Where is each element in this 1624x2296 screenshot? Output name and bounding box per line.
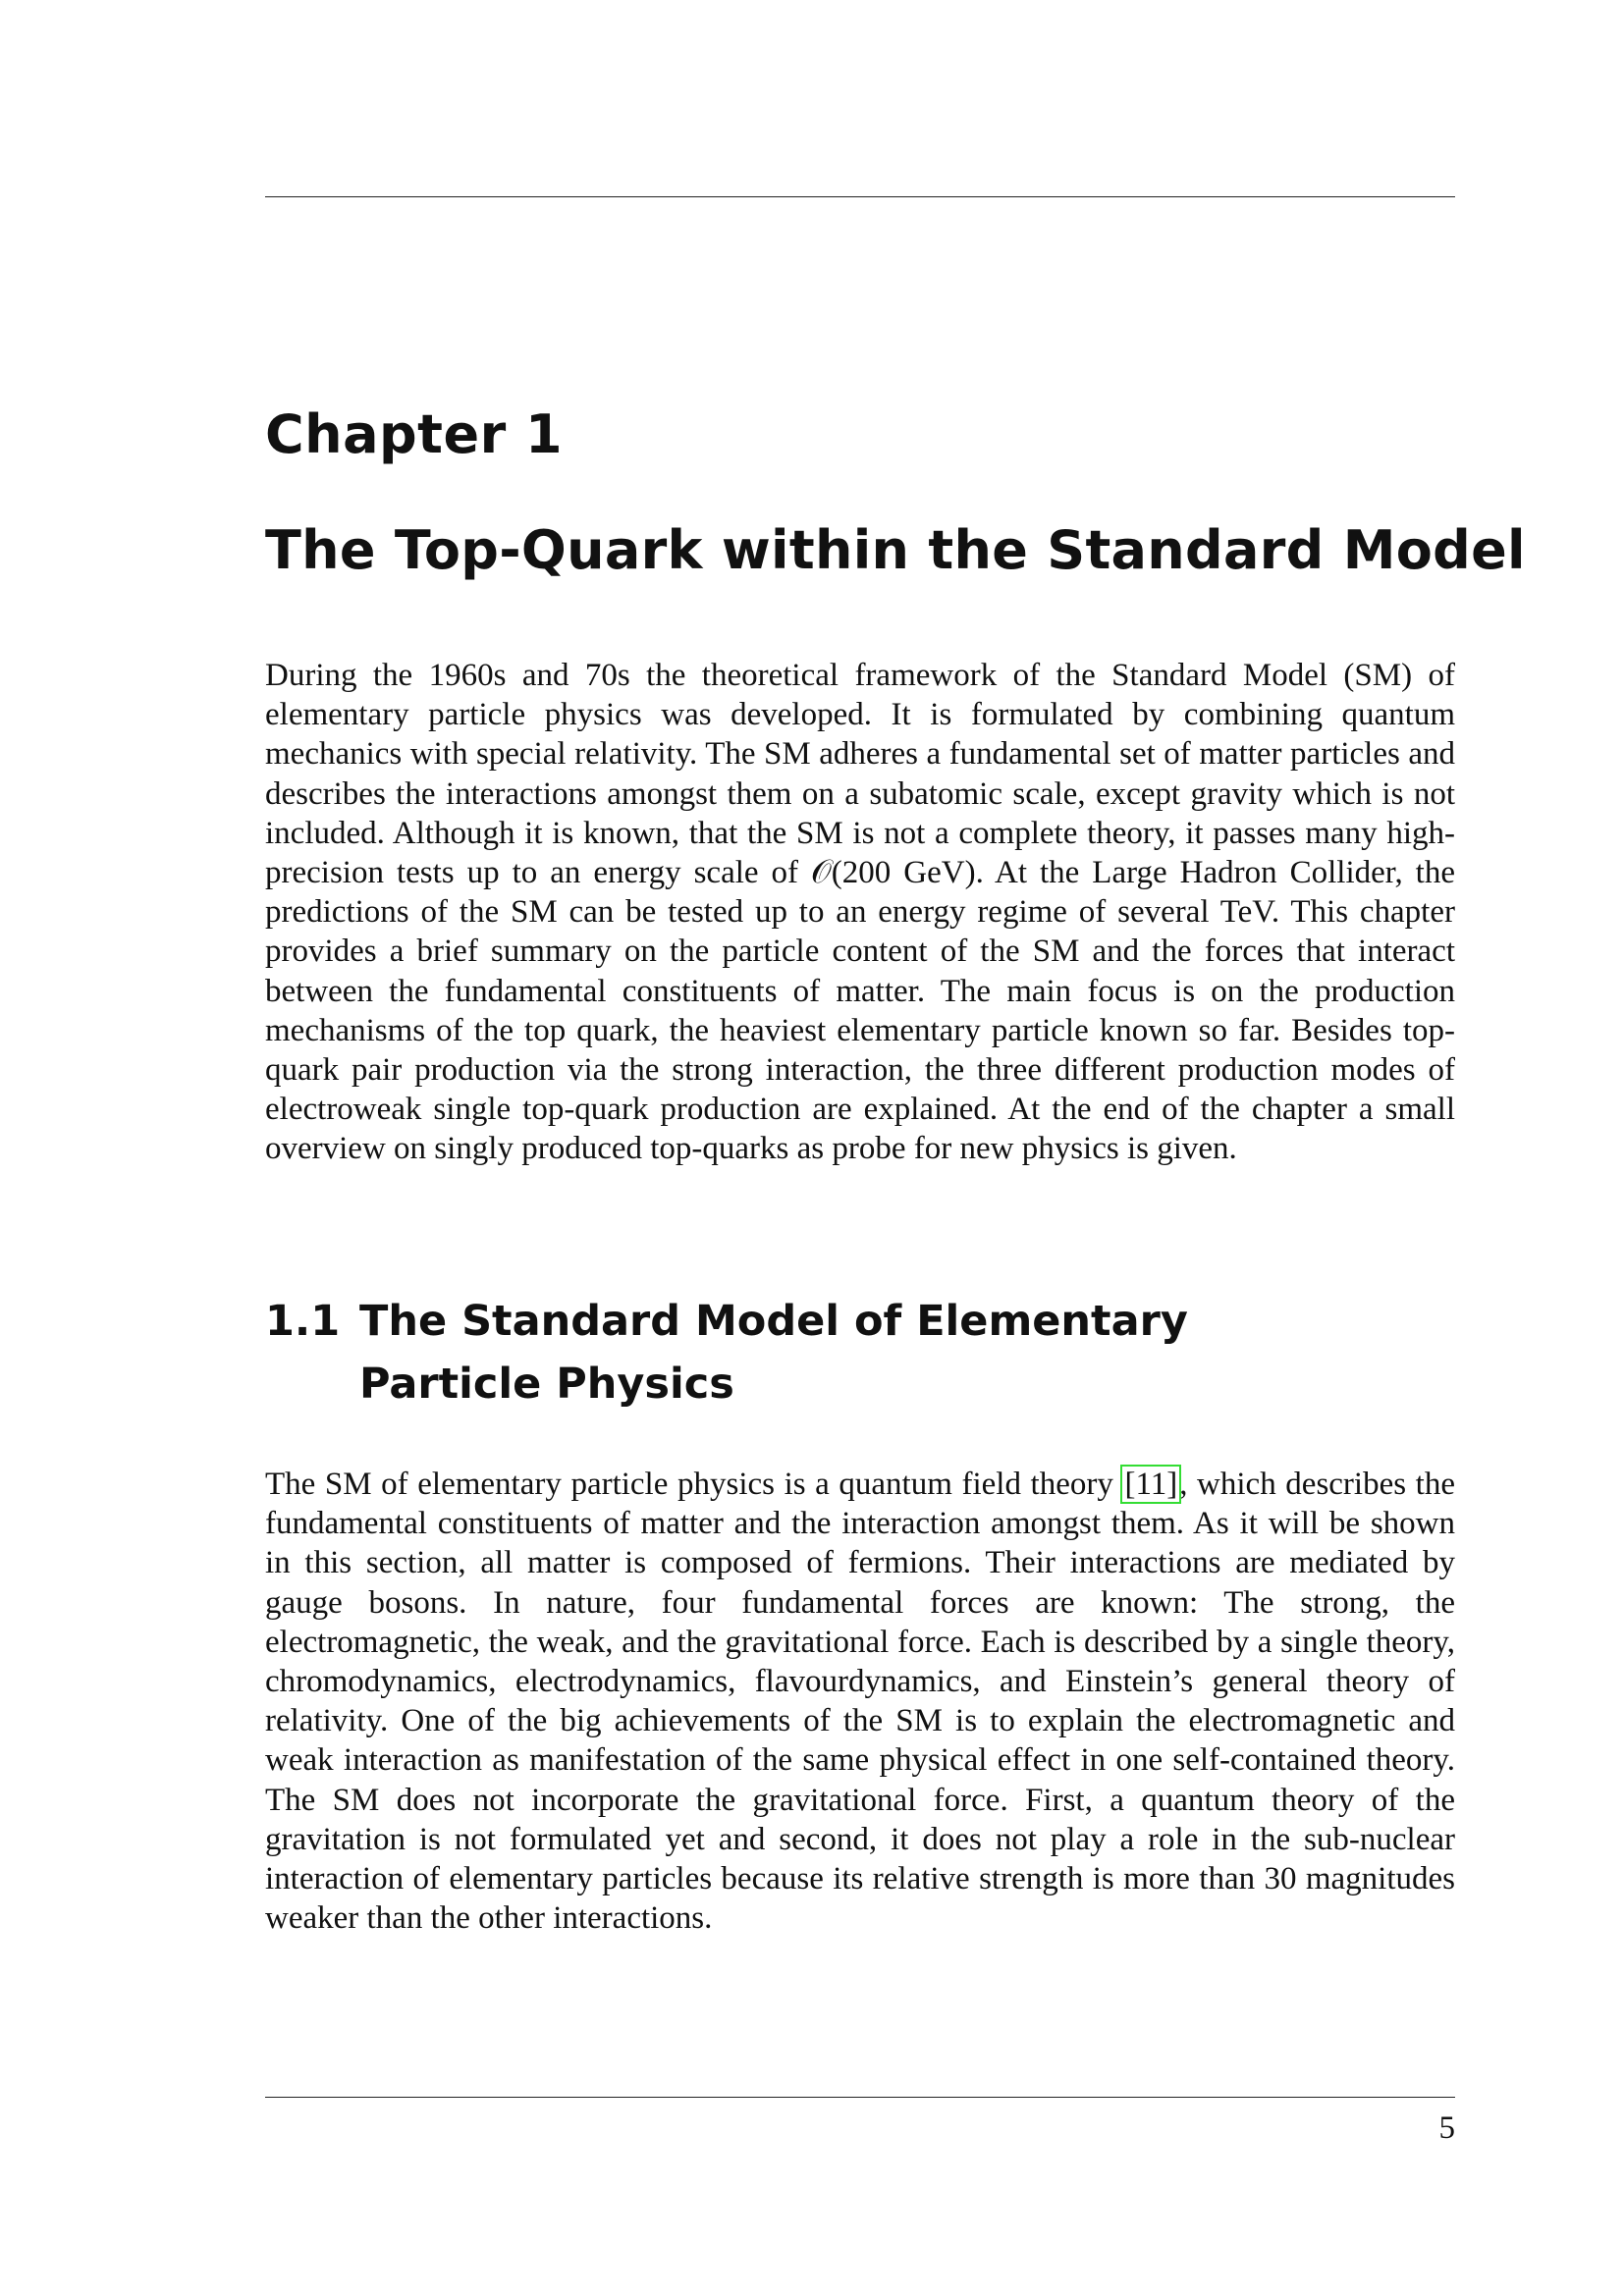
section-paragraph	[265, 1465, 1455, 1938]
section-number: 1.1	[265, 1297, 341, 1346]
section-paragraph-text-after-citation: , which describes the fundamental constituents of matter and the interaction amongst them. As it will be shown in this section, all matter is composed of fermions. Their interactions are mediated by gauge bosons. In nature, four fundamental forces are known: The strong, the electromagnetic, the weak, and the gravitational force. Each is described by a single theory, chromodynamics, electrodynamics, flavourdynamics, and Einstein’s general theory of relativity. One of the big achievements of the SM is to explain the electromagnetic and weak interaction as manifestation of the same physical effect in one self-contained theory. The SM does not incorporate the gravitational force. First, a quantum theory of the gravitation is not formulated yet and second, it does not play a role in the sub-nuclear interaction of elementary particles because its relative strength is more than 30 magnitudes weaker than the other interactions.	[265, 1467, 1455, 1937]
page-number: 5	[1438, 2110, 1455, 2146]
citation-link[interactable]: [11]	[1124, 1467, 1178, 1502]
section-paragraph-text-before-citation: The SM of elementary particle physics is a quantum field theory	[265, 1467, 1123, 1502]
section-title: The Standard Model of Elementary Particle Physics	[359, 1297, 1188, 1409]
chapter-intro-paragraph: During the 1960s and 70s the theoretical framework of the Standard Model (SM) of elementary particle physics was developed. It is formulated by combining quantum mechanics with special relativity. The SM adheres a fundamental set of matter particles and describes the interactions amongst them on a subatomic scale, except gravity which is not included. Although it is known, that the SM is not a complete theory, it passes many high-precision tests up to an energy scale of 𝒪(200 GeV). At the Large Hadron Collider, the predictions of the SM can be tested up to an energy regime of several TeV. This chapter provides a brief summary on the particle content of the SM and the forces that interact between the fundamental constituents of matter. The main focus is on the production mechanisms of the top quark, the heaviest elementary particle known so far. Besides top-quark pair production via the strong interaction, the three different production modes of electroweak single top-quark production are explained. At the end of the chapter a small overview on singly produced top-quarks as probe for new physics is given.	[265, 658, 1455, 1167]
section-heading	[265, 1290, 1455, 1415]
chapter-title: The Top-Quark within the Standard Model	[265, 519, 1526, 581]
footer-rule	[265, 2097, 1455, 2098]
chapter-label: Chapter 1	[265, 403, 564, 465]
header-rule	[265, 196, 1455, 197]
